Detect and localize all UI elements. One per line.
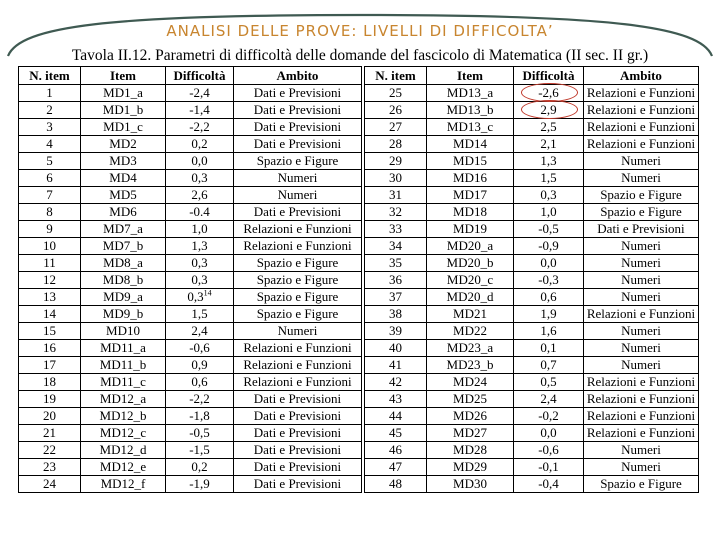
table-row bbox=[19, 272, 699, 289]
difficolta-value: -0.4 bbox=[189, 204, 210, 219]
cell-difficolta bbox=[166, 323, 234, 340]
cell-item: MD21 bbox=[427, 306, 514, 323]
cell-difficolta: 0,1 bbox=[514, 340, 584, 357]
cell-ambito: Numeri bbox=[584, 170, 699, 187]
cell-ambito: Dati e Previsioni bbox=[234, 476, 362, 493]
cell-item: MD28 bbox=[427, 442, 514, 459]
cell-n-item: 47 bbox=[365, 459, 427, 476]
cell-difficolta bbox=[166, 238, 234, 255]
cell-n-item: 46 bbox=[365, 442, 427, 459]
header-n-item: N. item bbox=[19, 67, 81, 85]
cell-difficolta bbox=[166, 289, 234, 306]
difficolta-value: 0,2 bbox=[191, 459, 208, 474]
difficolta-value: 2,4 bbox=[191, 323, 208, 338]
cell-n-item: 25 bbox=[365, 85, 427, 102]
cell-ambito: Relazioni e Funzioni bbox=[584, 102, 699, 119]
table-row bbox=[19, 306, 699, 323]
cell-n-item: 11 bbox=[19, 255, 81, 272]
cell-ambito: Numeri bbox=[584, 442, 699, 459]
cell-n-item: 40 bbox=[365, 340, 427, 357]
table-row bbox=[19, 357, 699, 374]
cell-n-item: 3 bbox=[19, 119, 81, 136]
header-item-2: Item bbox=[427, 67, 514, 85]
cell-item: MD22 bbox=[427, 323, 514, 340]
cell-item: MD16 bbox=[427, 170, 514, 187]
cell-difficolta bbox=[166, 476, 234, 493]
cell-item: MD11_a bbox=[81, 340, 166, 357]
cell-item: MD24 bbox=[427, 374, 514, 391]
cell-item: MD8_b bbox=[81, 272, 166, 289]
cell-n-item: 36 bbox=[365, 272, 427, 289]
cell-item: MD20_d bbox=[427, 289, 514, 306]
cell-n-item: 20 bbox=[19, 408, 81, 425]
table-row bbox=[19, 442, 699, 459]
cell-ambito: Numeri bbox=[584, 238, 699, 255]
cell-n-item: 26 bbox=[365, 102, 427, 119]
cell-item: MD26 bbox=[427, 408, 514, 425]
cell-ambito: Relazioni e Funzioni bbox=[584, 374, 699, 391]
cell-difficolta: -0,6 bbox=[514, 442, 584, 459]
table-row bbox=[19, 255, 699, 272]
difficolta-value: 0,3 bbox=[191, 272, 208, 287]
difficolta-value: -0,6 bbox=[189, 340, 210, 355]
table-row bbox=[19, 289, 699, 306]
cell-n-item: 13 bbox=[19, 289, 81, 306]
cell-ambito: Numeri bbox=[584, 153, 699, 170]
cell-n-item: 6 bbox=[19, 170, 81, 187]
cell-difficolta: -2,6 bbox=[514, 85, 584, 102]
difficolta-value: -0,5 bbox=[189, 425, 210, 440]
cell-ambito: Relazioni e Funzioni bbox=[584, 391, 699, 408]
cell-item: MD1_b bbox=[81, 102, 166, 119]
difficolta-value: 0,9 bbox=[191, 357, 208, 372]
cell-item: MD29 bbox=[427, 459, 514, 476]
cell-item: MD14 bbox=[427, 136, 514, 153]
cell-ambito: Numeri bbox=[584, 289, 699, 306]
cell-item: MD20_c bbox=[427, 272, 514, 289]
cell-ambito: Numeri bbox=[234, 170, 362, 187]
cell-ambito: Relazioni e Funzioni bbox=[584, 85, 699, 102]
cell-difficolta bbox=[166, 255, 234, 272]
cell-item: MD25 bbox=[427, 391, 514, 408]
cell-difficolta bbox=[166, 306, 234, 323]
difficolta-value: -1,9 bbox=[189, 476, 210, 491]
cell-item: MD6 bbox=[81, 204, 166, 221]
cell-ambito: Spazio e Figure bbox=[234, 306, 362, 323]
cell-item: MD7_b bbox=[81, 238, 166, 255]
cell-ambito: Dati e Previsioni bbox=[584, 221, 699, 238]
cell-n-item: 43 bbox=[365, 391, 427, 408]
cell-ambito: Relazioni e Funzioni bbox=[584, 425, 699, 442]
cell-ambito: Numeri bbox=[584, 357, 699, 374]
cell-difficolta: 0,3 bbox=[514, 187, 584, 204]
header-difficolta-2: Difficoltà bbox=[514, 67, 584, 85]
cell-difficolta: 0,5 bbox=[514, 374, 584, 391]
table-row bbox=[19, 136, 699, 153]
cell-item: MD20_b bbox=[427, 255, 514, 272]
cell-ambito: Relazioni e Funzioni bbox=[584, 136, 699, 153]
cell-difficolta bbox=[166, 374, 234, 391]
cell-ambito: Spazio e Figure bbox=[584, 187, 699, 204]
table-row bbox=[19, 85, 699, 102]
cell-item: MD13_c bbox=[427, 119, 514, 136]
cell-item: MD1_c bbox=[81, 119, 166, 136]
cell-item: MD15 bbox=[427, 153, 514, 170]
cell-difficolta bbox=[166, 425, 234, 442]
table-row bbox=[19, 323, 699, 340]
difficolta-value: 0,3 bbox=[187, 289, 204, 304]
cell-item: MD3 bbox=[81, 153, 166, 170]
cell-difficolta bbox=[166, 340, 234, 357]
cell-n-item: 28 bbox=[365, 136, 427, 153]
cell-n-item: 7 bbox=[19, 187, 81, 204]
cell-difficolta bbox=[166, 357, 234, 374]
cell-n-item: 15 bbox=[19, 323, 81, 340]
table-row bbox=[19, 170, 699, 187]
cell-difficolta: -0,2 bbox=[514, 408, 584, 425]
difficolta-value: -1,4 bbox=[189, 102, 210, 117]
cell-item: MD8_a bbox=[81, 255, 166, 272]
cell-n-item: 42 bbox=[365, 374, 427, 391]
table-row bbox=[19, 187, 699, 204]
cell-ambito: Numeri bbox=[234, 323, 362, 340]
cell-n-item: 16 bbox=[19, 340, 81, 357]
cell-item: MD23_b bbox=[427, 357, 514, 374]
cell-item: MD5 bbox=[81, 187, 166, 204]
cell-n-item: 1 bbox=[19, 85, 81, 102]
cell-item: MD1_a bbox=[81, 85, 166, 102]
cell-n-item: 38 bbox=[365, 306, 427, 323]
table-row bbox=[19, 102, 699, 119]
table-row bbox=[19, 153, 699, 170]
cell-ambito: Spazio e Figure bbox=[234, 255, 362, 272]
cell-n-item: 8 bbox=[19, 204, 81, 221]
cell-item: MD4 bbox=[81, 170, 166, 187]
cell-n-item: 31 bbox=[365, 187, 427, 204]
difficolta-value: 0,0 bbox=[191, 153, 208, 168]
cell-n-item: 37 bbox=[365, 289, 427, 306]
difficolta-value: -1,8 bbox=[189, 408, 210, 423]
cell-difficolta: -0,1 bbox=[514, 459, 584, 476]
cell-n-item: 5 bbox=[19, 153, 81, 170]
table-row bbox=[19, 340, 699, 357]
cell-n-item: 18 bbox=[19, 374, 81, 391]
cell-ambito: Numeri bbox=[584, 340, 699, 357]
difficolta-value: 1,3 bbox=[191, 238, 208, 253]
cell-n-item: 22 bbox=[19, 442, 81, 459]
header-n-item-2: N. item bbox=[365, 67, 427, 85]
table-caption: Tavola II.12. Parametri di difficoltà delle domande del fascicolo di Matematica (II sec. II gr.) bbox=[71, 47, 649, 64]
cell-item: MD20_a bbox=[427, 238, 514, 255]
cell-ambito: Spazio e Figure bbox=[234, 153, 362, 170]
table-row bbox=[19, 425, 699, 442]
cell-n-item: 30 bbox=[365, 170, 427, 187]
cell-item: MD27 bbox=[427, 425, 514, 442]
cell-ambito: Numeri bbox=[234, 187, 362, 204]
cell-difficolta: 1,6 bbox=[514, 323, 584, 340]
cell-difficolta bbox=[166, 136, 234, 153]
cell-item: MD19 bbox=[427, 221, 514, 238]
cell-ambito: Relazioni e Funzioni bbox=[584, 306, 699, 323]
cell-ambito: Relazioni e Funzioni bbox=[234, 238, 362, 255]
cell-n-item: 32 bbox=[365, 204, 427, 221]
footnote-marker: 14 bbox=[203, 288, 212, 298]
cell-difficolta: -0,9 bbox=[514, 238, 584, 255]
cell-n-item: 4 bbox=[19, 136, 81, 153]
cell-n-item: 44 bbox=[365, 408, 427, 425]
cell-difficolta: -0,3 bbox=[514, 272, 584, 289]
cell-n-item: 48 bbox=[365, 476, 427, 493]
cell-ambito: Relazioni e Funzioni bbox=[584, 408, 699, 425]
difficolta-value: -2,2 bbox=[189, 391, 210, 406]
cell-n-item: 27 bbox=[365, 119, 427, 136]
cell-item: MD18 bbox=[427, 204, 514, 221]
cell-difficolta bbox=[166, 204, 234, 221]
cell-ambito: Spazio e Figure bbox=[584, 204, 699, 221]
cell-ambito: Relazioni e Funzioni bbox=[234, 357, 362, 374]
cell-ambito: Numeri bbox=[584, 323, 699, 340]
difficolta-value: -2,2 bbox=[189, 119, 210, 134]
difficolta-value: 1,5 bbox=[191, 306, 208, 321]
header-difficolta: Difficoltà bbox=[166, 67, 234, 85]
cell-n-item: 45 bbox=[365, 425, 427, 442]
cell-n-item: 19 bbox=[19, 391, 81, 408]
cell-item: MD9_a bbox=[81, 289, 166, 306]
table-body bbox=[19, 85, 699, 493]
cell-ambito: Spazio e Figure bbox=[234, 289, 362, 306]
cell-item: MD12_f bbox=[81, 476, 166, 493]
difficulty-table bbox=[18, 66, 699, 493]
cell-n-item: 10 bbox=[19, 238, 81, 255]
cell-difficolta: 0,0 bbox=[514, 255, 584, 272]
table-row bbox=[19, 204, 699, 221]
cell-difficolta bbox=[166, 119, 234, 136]
cell-n-item: 9 bbox=[19, 221, 81, 238]
slide-title: ANALISI DELLE PROVE: LIVELLI DI DIFFICOLTA’ bbox=[166, 22, 554, 40]
table-header-row bbox=[19, 67, 699, 85]
cell-item: MD12_e bbox=[81, 459, 166, 476]
cell-item: MD30 bbox=[427, 476, 514, 493]
cell-difficolta: 0,0 bbox=[514, 425, 584, 442]
cell-ambito: Relazioni e Funzioni bbox=[584, 119, 699, 136]
cell-difficolta: 2,4 bbox=[514, 391, 584, 408]
difficolta-value: 2,6 bbox=[191, 187, 208, 202]
difficolta-value: 0,3 bbox=[191, 170, 208, 185]
difficolta-value: 0,2 bbox=[191, 136, 208, 151]
cell-ambito: Spazio e Figure bbox=[234, 272, 362, 289]
cell-ambito: Relazioni e Funzioni bbox=[234, 374, 362, 391]
cell-ambito: Dati e Previsioni bbox=[234, 204, 362, 221]
cell-difficolta: -0,4 bbox=[514, 476, 584, 493]
cell-n-item: 33 bbox=[365, 221, 427, 238]
cell-item: MD23_a bbox=[427, 340, 514, 357]
cell-item: MD10 bbox=[81, 323, 166, 340]
difficolta-value: -1,5 bbox=[189, 442, 210, 457]
cell-item: MD11_b bbox=[81, 357, 166, 374]
cell-difficolta: 0,6 bbox=[514, 289, 584, 306]
cell-difficolta bbox=[166, 221, 234, 238]
header-item: Item bbox=[81, 67, 166, 85]
cell-difficolta bbox=[166, 153, 234, 170]
table-row bbox=[19, 408, 699, 425]
cell-ambito: Numeri bbox=[584, 459, 699, 476]
cell-ambito: Dati e Previsioni bbox=[234, 425, 362, 442]
header-ambito-2: Ambito bbox=[584, 67, 699, 85]
cell-difficolta bbox=[166, 459, 234, 476]
cell-ambito: Dati e Previsioni bbox=[234, 442, 362, 459]
cell-n-item: 21 bbox=[19, 425, 81, 442]
cell-ambito: Dati e Previsioni bbox=[234, 136, 362, 153]
cell-item: MD7_a bbox=[81, 221, 166, 238]
cell-ambito: Numeri bbox=[584, 272, 699, 289]
cell-difficolta: 2,9 bbox=[514, 102, 584, 119]
cell-n-item: 2 bbox=[19, 102, 81, 119]
difficolta-value: 1,0 bbox=[191, 221, 208, 236]
cell-ambito: Spazio e Figure bbox=[584, 476, 699, 493]
table-row bbox=[19, 119, 699, 136]
cell-item: MD12_a bbox=[81, 391, 166, 408]
cell-difficolta bbox=[166, 408, 234, 425]
table-row bbox=[19, 238, 699, 255]
cell-difficolta: 0,7 bbox=[514, 357, 584, 374]
cell-n-item: 23 bbox=[19, 459, 81, 476]
difficolta-value: 0,6 bbox=[191, 374, 208, 389]
cell-ambito: Relazioni e Funzioni bbox=[234, 221, 362, 238]
cell-item: MD13_a bbox=[427, 85, 514, 102]
cell-ambito: Numeri bbox=[584, 255, 699, 272]
cell-n-item: 24 bbox=[19, 476, 81, 493]
cell-item: MD17 bbox=[427, 187, 514, 204]
cell-item: MD13_b bbox=[427, 102, 514, 119]
cell-ambito: Dati e Previsioni bbox=[234, 85, 362, 102]
cell-difficolta bbox=[166, 391, 234, 408]
cell-ambito: Relazioni e Funzioni bbox=[234, 340, 362, 357]
cell-difficolta bbox=[166, 272, 234, 289]
cell-item: MD2 bbox=[81, 136, 166, 153]
cell-ambito: Dati e Previsioni bbox=[234, 391, 362, 408]
cell-difficolta: 1,5 bbox=[514, 170, 584, 187]
cell-difficolta: 1,0 bbox=[514, 204, 584, 221]
cell-difficolta bbox=[166, 170, 234, 187]
table-row bbox=[19, 374, 699, 391]
cell-n-item: 12 bbox=[19, 272, 81, 289]
cell-ambito: Dati e Previsioni bbox=[234, 408, 362, 425]
cell-difficolta bbox=[166, 442, 234, 459]
cell-difficolta: 1,9 bbox=[514, 306, 584, 323]
cell-ambito: Dati e Previsioni bbox=[234, 459, 362, 476]
cell-difficolta bbox=[166, 85, 234, 102]
cell-item: MD12_d bbox=[81, 442, 166, 459]
header-ambito: Ambito bbox=[234, 67, 362, 85]
cell-n-item: 39 bbox=[365, 323, 427, 340]
cell-item: MD12_c bbox=[81, 425, 166, 442]
cell-ambito: Dati e Previsioni bbox=[234, 119, 362, 136]
cell-difficolta bbox=[166, 187, 234, 204]
cell-item: MD12_b bbox=[81, 408, 166, 425]
difficolta-value: -2,4 bbox=[189, 85, 210, 100]
table-row bbox=[19, 221, 699, 238]
cell-difficolta: 1,3 bbox=[514, 153, 584, 170]
cell-n-item: 35 bbox=[365, 255, 427, 272]
cell-item: MD9_b bbox=[81, 306, 166, 323]
table-row bbox=[19, 459, 699, 476]
cell-ambito: Dati e Previsioni bbox=[234, 102, 362, 119]
cell-n-item: 29 bbox=[365, 153, 427, 170]
cell-n-item: 14 bbox=[19, 306, 81, 323]
cell-difficolta bbox=[166, 102, 234, 119]
difficolta-value: 0,3 bbox=[191, 255, 208, 270]
cell-item: MD11_c bbox=[81, 374, 166, 391]
cell-difficolta: 2,1 bbox=[514, 136, 584, 153]
cell-difficolta: 2,5 bbox=[514, 119, 584, 136]
table-row bbox=[19, 391, 699, 408]
table-row bbox=[19, 476, 699, 493]
cell-difficolta: -0,5 bbox=[514, 221, 584, 238]
cell-n-item: 34 bbox=[365, 238, 427, 255]
cell-n-item: 41 bbox=[365, 357, 427, 374]
cell-n-item: 17 bbox=[19, 357, 81, 374]
